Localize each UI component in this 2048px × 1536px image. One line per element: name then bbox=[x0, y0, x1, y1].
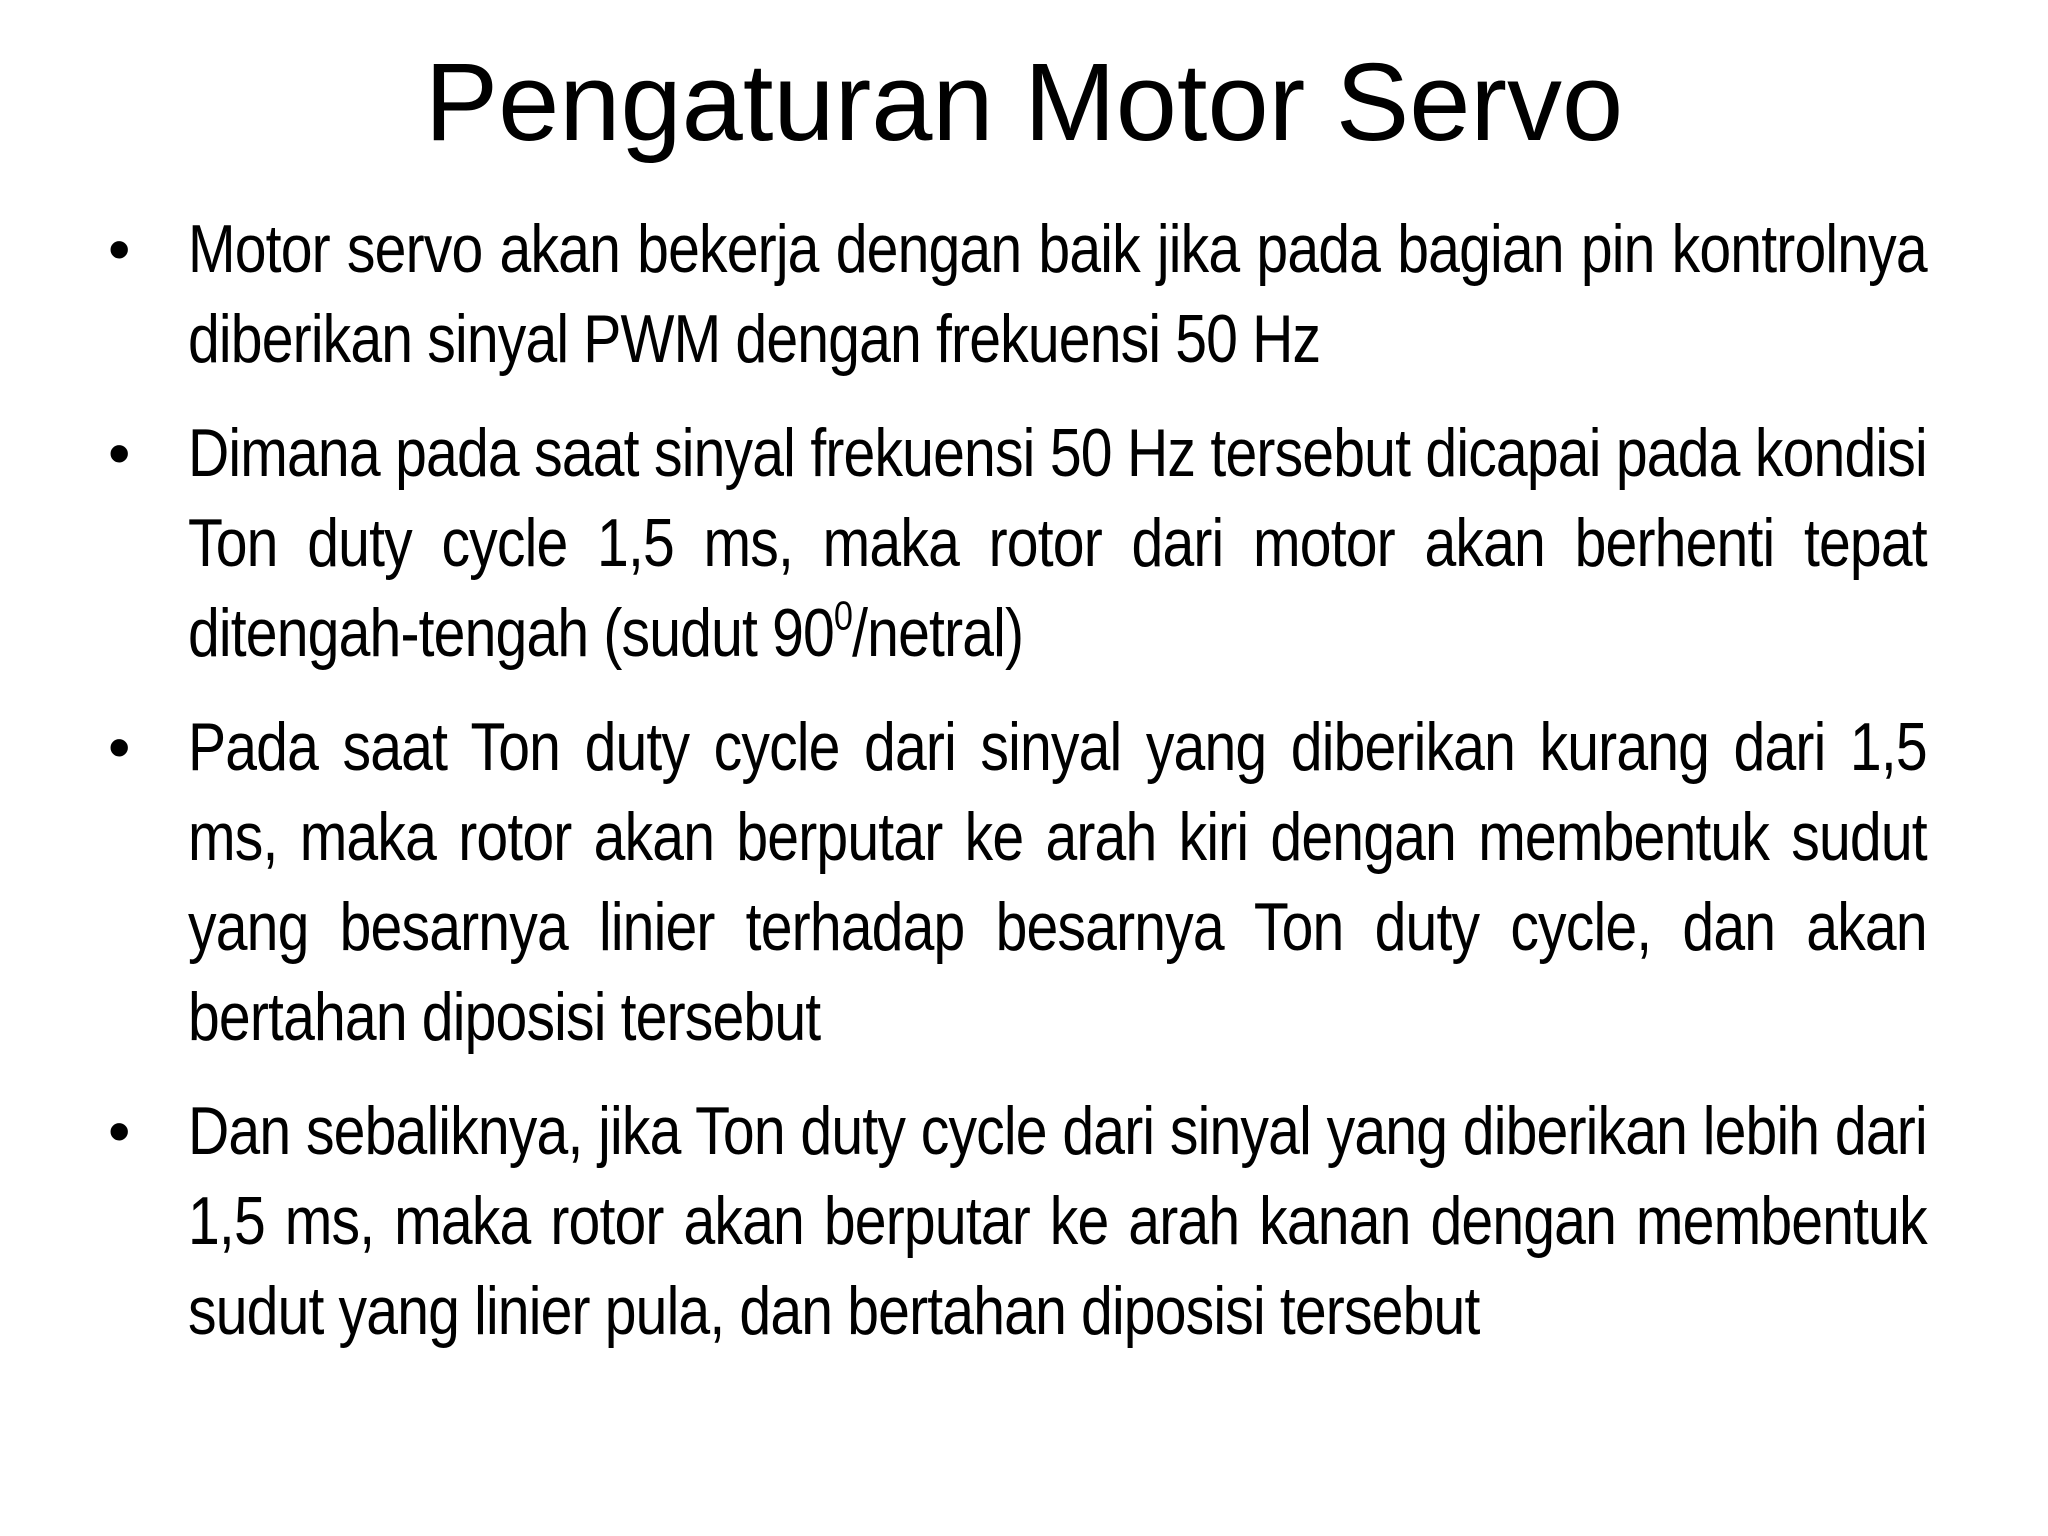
bullet-text-4: Dan sebaliknya, jika Ton duty cycle dari sinyal yang diberikan lebih dari 1,5 ms, maka rotor akan berputar ke arah kanan dengan membentuk sudut yang linier pula, dan bertahan diposisi tersebut bbox=[188, 1093, 1927, 1349]
bullet-text-1: Motor servo akan bekerja dengan baik jika pada bagian pin kontrolnya diberikan sinyal PWM dengan frekuensi 50 Hz bbox=[188, 211, 1927, 377]
bullet-marker: • bbox=[108, 711, 131, 783]
bullet-text-2-tail: /netral) bbox=[852, 595, 1024, 671]
bullet-marker: • bbox=[108, 213, 131, 285]
bullet-text-2 bbox=[188, 408, 1927, 678]
bullet-item-1 bbox=[108, 204, 1930, 384]
slide-title: Pengaturan Motor Servo bbox=[424, 41, 1624, 164]
bullet-text-3: Pada saat Ton duty cycle dari sinyal yang diberikan kurang dari 1,5 ms, maka rotor akan berputar ke arah kiri dengan membentuk sudut yang besarnya linier terhadap besarnya Ton duty cycle, dan akan bertahan diposisi tersebut bbox=[188, 709, 1927, 1055]
bullet-marker: • bbox=[108, 1095, 131, 1167]
degree-superscript: 0 bbox=[833, 592, 853, 639]
bullet-item-2 bbox=[108, 408, 1930, 678]
bullet-item-3 bbox=[108, 702, 1930, 1062]
bullet-list bbox=[108, 204, 1930, 1380]
bullet-item-4 bbox=[108, 1086, 1930, 1356]
bullet-marker: • bbox=[108, 417, 131, 489]
bullet-text-2-main: Dimana pada saat sinyal frekuensi 50 Hz tersebut dicapai pada kondisi Ton duty cycle 1,5 ms, maka rotor dari motor akan berhenti tepat ditengah-tengah (sudut 90 bbox=[188, 415, 1927, 671]
